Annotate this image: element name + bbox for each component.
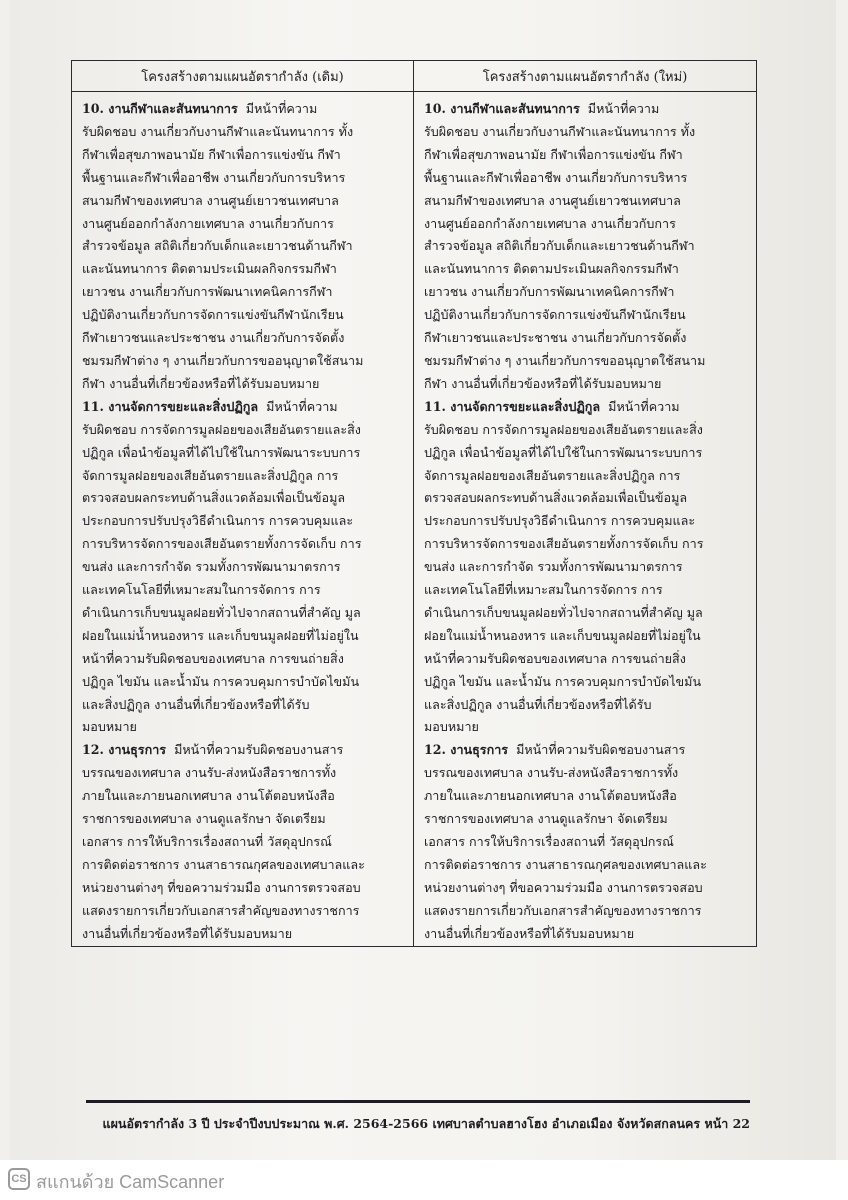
text-line: ชมรมกีฬาต่าง ๆ งานเกี่ยวกับการขออนุญาตใช้สนาม <box>82 352 364 368</box>
text-line: สนามกีฬาของเทศบาล งานศูนย์เยาวชนเทศบาล <box>424 192 681 208</box>
text-line: ขนส่ง และการกำจัด รวมทั้งการพัฒนามาตรการ <box>82 559 341 575</box>
text-line: รับผิดชอบ งานเกี่ยวกับงานกีฬาและนันทนาการ ทั้ง <box>82 123 354 139</box>
text-line: เยาวชน งานเกี่ยวกับการพัฒนาเทคนิคการกีฬา <box>82 284 333 300</box>
section-text: มีหน้าที่ความ <box>608 398 680 414</box>
text-line: และนันทนาการ ติดตามประเมินผลกิจกรรมกีฬา <box>424 261 679 277</box>
text-line: ปฏิกูล เพื่อนำข้อมูลที่ได้ไปใช้ในการพัฒนาระบบการ <box>424 444 703 460</box>
text-line <box>82 739 407 762</box>
text-line: พื้นฐานและกีฬาเพื่ออาชีพ งานเกี่ยวกับการบริหาร <box>424 169 688 185</box>
text-line: ปฏิบัติงานเกี่ยวกับการจัดการแข่งขันกีฬานักเรียน <box>82 307 344 323</box>
text-line: มอบหมาย <box>424 719 479 735</box>
text-line: รับผิดชอบ งานเกี่ยวกับงานกีฬาและนันทนาการ ทั้ง <box>424 123 696 139</box>
section-11-new <box>424 396 750 740</box>
text-line: การบริหารจัดการของเสียอันตรายทั้งการจัดเก็บ การ <box>82 536 362 552</box>
text-line: ปฏิกูล ไขมัน และน้ำมัน การควบคุมการบำบัดไขมัน <box>424 673 702 689</box>
section-heading: 11. งานจัดการขยะและสิ่งปฏิกูล <box>424 398 601 414</box>
text-line: และสิ่งปฏิกูล งานอื่นที่เกี่ยวข้องหรือที่ได้รับ <box>82 696 310 712</box>
text-line: การติดต่อราชการ งานสาธารณกุศลของเทศบาลและ <box>82 856 365 872</box>
text-line: หน่วยงานต่างๆ ที่ขอความร่วมมือ งานการตรวจสอบ <box>82 879 361 895</box>
section-text: มีหน้าที่ความ <box>266 398 338 414</box>
text-line: ปฏิกูล เพื่อนำข้อมูลที่ได้ไปใช้ในการพัฒนาระบบการ <box>82 444 361 460</box>
section-text: มีหน้าที่ความ <box>245 101 318 116</box>
text-line: หน่วยงานต่างๆ ที่ขอความร่วมมือ งานการตรวจสอบ <box>424 879 703 895</box>
section-heading: 12. งานธุรการ <box>82 742 167 758</box>
section-heading: 10. งานกีฬาและสันทนาการ <box>82 101 238 116</box>
text-line: และสิ่งปฏิกูล งานอื่นที่เกี่ยวข้องหรือที่ได้รับ <box>424 696 652 712</box>
header-old-structure: โครงสร้างตามแผนอัตรากำลัง (เดิม) <box>72 61 414 92</box>
text-line: ปฏิบัติงานเกี่ยวกับการจัดการแข่งขันกีฬานักเรียน <box>424 307 686 323</box>
section-heading: 10. งานกีฬาและสันทนาการ <box>424 101 580 116</box>
text-line: รับผิดชอบ การจัดการมูลฝอยของเสียอันตรายและสิ่ง <box>424 421 703 437</box>
footer-rule <box>86 1100 750 1103</box>
text-line <box>424 739 750 762</box>
text-line <box>424 98 750 121</box>
text-line: หน้าที่ความรับผิดชอบของเทศบาล การขนถ่ายสิ่ง <box>82 650 344 666</box>
text-line: ประกอบการปรับปรุงวิธีดำเนินการ การควบคุมและ <box>82 513 354 529</box>
section-heading: 12. งานธุรการ <box>424 742 509 758</box>
text-line: บรรณของเทศบาล งานรับ-ส่งหนังสือราชการทั้ง <box>424 765 679 781</box>
text-line: ประกอบการปรับปรุงวิธีดำเนินการ การควบคุมและ <box>424 513 696 529</box>
text-line: งานอื่นที่เกี่ยวข้องหรือที่ได้รับมอบหมาย <box>82 925 293 941</box>
text-line: งานศูนย์ออกกำลังกายเทศบาล งานเกี่ยวกับการ <box>424 215 676 231</box>
text-line: กีฬา งานอื่นที่เกี่ยวข้องหรือที่ได้รับมอบหมาย <box>424 375 662 391</box>
text-line: ราชการของเทศบาล งานดูแลรักษา จัดเตรียม <box>82 811 326 827</box>
column-new <box>414 92 757 947</box>
text-line: หน้าที่ความรับผิดชอบของเทศบาล การขนถ่ายสิ่ง <box>424 650 686 666</box>
section-heading: 11. งานจัดการขยะและสิ่งปฏิกูล <box>82 398 259 414</box>
text-line: ขนส่ง และการกำจัด รวมทั้งการพัฒนามาตรการ <box>424 559 683 575</box>
text-line: มอบหมาย <box>82 719 137 735</box>
comparison-table <box>71 60 757 947</box>
section-12-new <box>424 739 750 945</box>
text-line: แสดงรายการเกี่ยวกับเอกสารสำคัญของทางราชการ <box>82 902 360 918</box>
text-line: ภายในและภายนอกเทศบาล งานโต้ตอบหนังสือ <box>82 788 335 804</box>
section-10-old <box>82 98 407 396</box>
text-line: กีฬาเยาวชนและประชาชน งานเกี่ยวกับการจัดตั้ง <box>82 330 345 346</box>
text-line: ปฏิกูล ไขมัน และน้ำมัน การควบคุมการบำบัดไขมัน <box>82 673 360 689</box>
text-line: งานอื่นที่เกี่ยวข้องหรือที่ได้รับมอบหมาย <box>424 925 635 941</box>
text-line: จัดการมูลฝอยของเสียอันตรายและสิ่งปฏิกูล การ <box>82 467 339 483</box>
text-line: ดำเนินการเก็บขนมูลฝอยทั่วไปจากสถานที่สำคัญ มูล <box>424 604 703 620</box>
text-line: สนามกีฬาของเทศบาล งานศูนย์เยาวชนเทศบาล <box>82 192 339 208</box>
column-old <box>72 92 414 947</box>
text-line: รับผิดชอบ การจัดการมูลฝอยของเสียอันตรายและสิ่ง <box>82 421 361 437</box>
text-line <box>82 396 407 419</box>
text-line: กีฬาเพื่อสุขภาพอนามัย กีฬาเพื่อการแข่งขัน กีฬา <box>82 146 341 162</box>
section-text: มีหน้าที่ความ <box>587 101 660 116</box>
page-footer: แผนอัตรากำลัง 3 ปี ประจำปีงบประมาณ พ.ศ. 2564-2566 เทศบาลตำบลฮางโฮง อำเภอเมือง จังหวัดสกลนคร หน้า 22 <box>102 1116 750 1131</box>
text-line: ชมรมกีฬาต่าง ๆ งานเกี่ยวกับการขออนุญาตใช้สนาม <box>424 352 706 368</box>
header-new-structure: โครงสร้างตามแผนอัตรากำลัง (ใหม่) <box>414 61 757 92</box>
text-line: สำรวจข้อมูล สถิติเกี่ยวกับเด็กและเยาวชนด้านกีฬา <box>82 238 353 254</box>
text-line: งานศูนย์ออกกำลังกายเทศบาล งานเกี่ยวกับการ <box>82 215 334 231</box>
text-line: ฝอยในแม่น้ำหนองหาร และเก็บขนมูลฝอยที่ไม่อยู่ใน <box>82 627 359 643</box>
text-line: เยาวชน งานเกี่ยวกับการพัฒนาเทคนิคการกีฬา <box>424 284 675 300</box>
text-line <box>82 98 407 121</box>
section-text: มีหน้าที่ความรับผิดชอบงานสาร <box>174 742 344 758</box>
text-line: การติดต่อราชการ งานสาธารณกุศลของเทศบาลและ <box>424 856 707 872</box>
text-line: กีฬา งานอื่นที่เกี่ยวข้องหรือที่ได้รับมอบหมาย <box>82 375 320 391</box>
text-line: ราชการของเทศบาล งานดูแลรักษา จัดเตรียม <box>424 811 668 827</box>
text-line: และเทคโนโลยีที่เหมาะสมในการจัดการ การ <box>424 582 663 598</box>
text-line: ตรวจสอบผลกระทบด้านสิ่งแวดล้อมเพื่อเป็นข้อมูล <box>82 490 346 506</box>
section-12-old <box>82 739 407 945</box>
text-line: ภายในและภายนอกเทศบาล งานโต้ตอบหนังสือ <box>424 788 677 804</box>
text-line: ฝอยในแม่น้ำหนองหาร และเก็บขนมูลฝอยที่ไม่อยู่ใน <box>424 627 701 643</box>
section-text: มีหน้าที่ความรับผิดชอบงานสาร <box>516 742 686 758</box>
section-10-new <box>424 98 750 396</box>
text-line: ตรวจสอบผลกระทบด้านสิ่งแวดล้อมเพื่อเป็นข้อมูล <box>424 490 688 506</box>
text-line: และเทคโนโลยีที่เหมาะสมในการจัดการ การ <box>82 582 321 598</box>
section-11-old <box>82 396 407 740</box>
text-line: บรรณของเทศบาล งานรับ-ส่งหนังสือราชการทั้ง <box>82 765 337 781</box>
text-line: เอกสาร การให้บริการเรื่องสถานที่ วัสดุอุปกรณ์ <box>424 834 674 849</box>
text-line: เอกสาร การให้บริการเรื่องสถานที่ วัสดุอุปกรณ์ <box>82 834 332 849</box>
text-line: กีฬาเพื่อสุขภาพอนามัย กีฬาเพื่อการแข่งขัน กีฬา <box>424 146 683 162</box>
camscanner-watermark-text: สแกนด้วย CamScanner <box>36 1172 225 1192</box>
text-line: สำรวจข้อมูล สถิติเกี่ยวกับเด็กและเยาวชนด้านกีฬา <box>424 238 695 254</box>
text-line <box>424 396 750 419</box>
text-line: แสดงรายการเกี่ยวกับเอกสารสำคัญของทางราชการ <box>424 902 702 918</box>
text-line: กีฬาเยาวชนและประชาชน งานเกี่ยวกับการจัดตั้ง <box>424 330 687 346</box>
text-line: และนันทนาการ ติดตามประเมินผลกิจกรรมกีฬา <box>82 261 337 277</box>
camscanner-logo-icon: CS <box>8 1168 30 1190</box>
text-line: ดำเนินการเก็บขนมูลฝอยทั่วไปจากสถานที่สำคัญ มูล <box>82 604 361 620</box>
text-line: พื้นฐานและกีฬาเพื่ออาชีพ งานเกี่ยวกับการบริหาร <box>82 169 346 185</box>
text-line: การบริหารจัดการของเสียอันตรายทั้งการจัดเก็บ การ <box>424 536 704 552</box>
text-line: จัดการมูลฝอยของเสียอันตรายและสิ่งปฏิกูล การ <box>424 467 681 483</box>
